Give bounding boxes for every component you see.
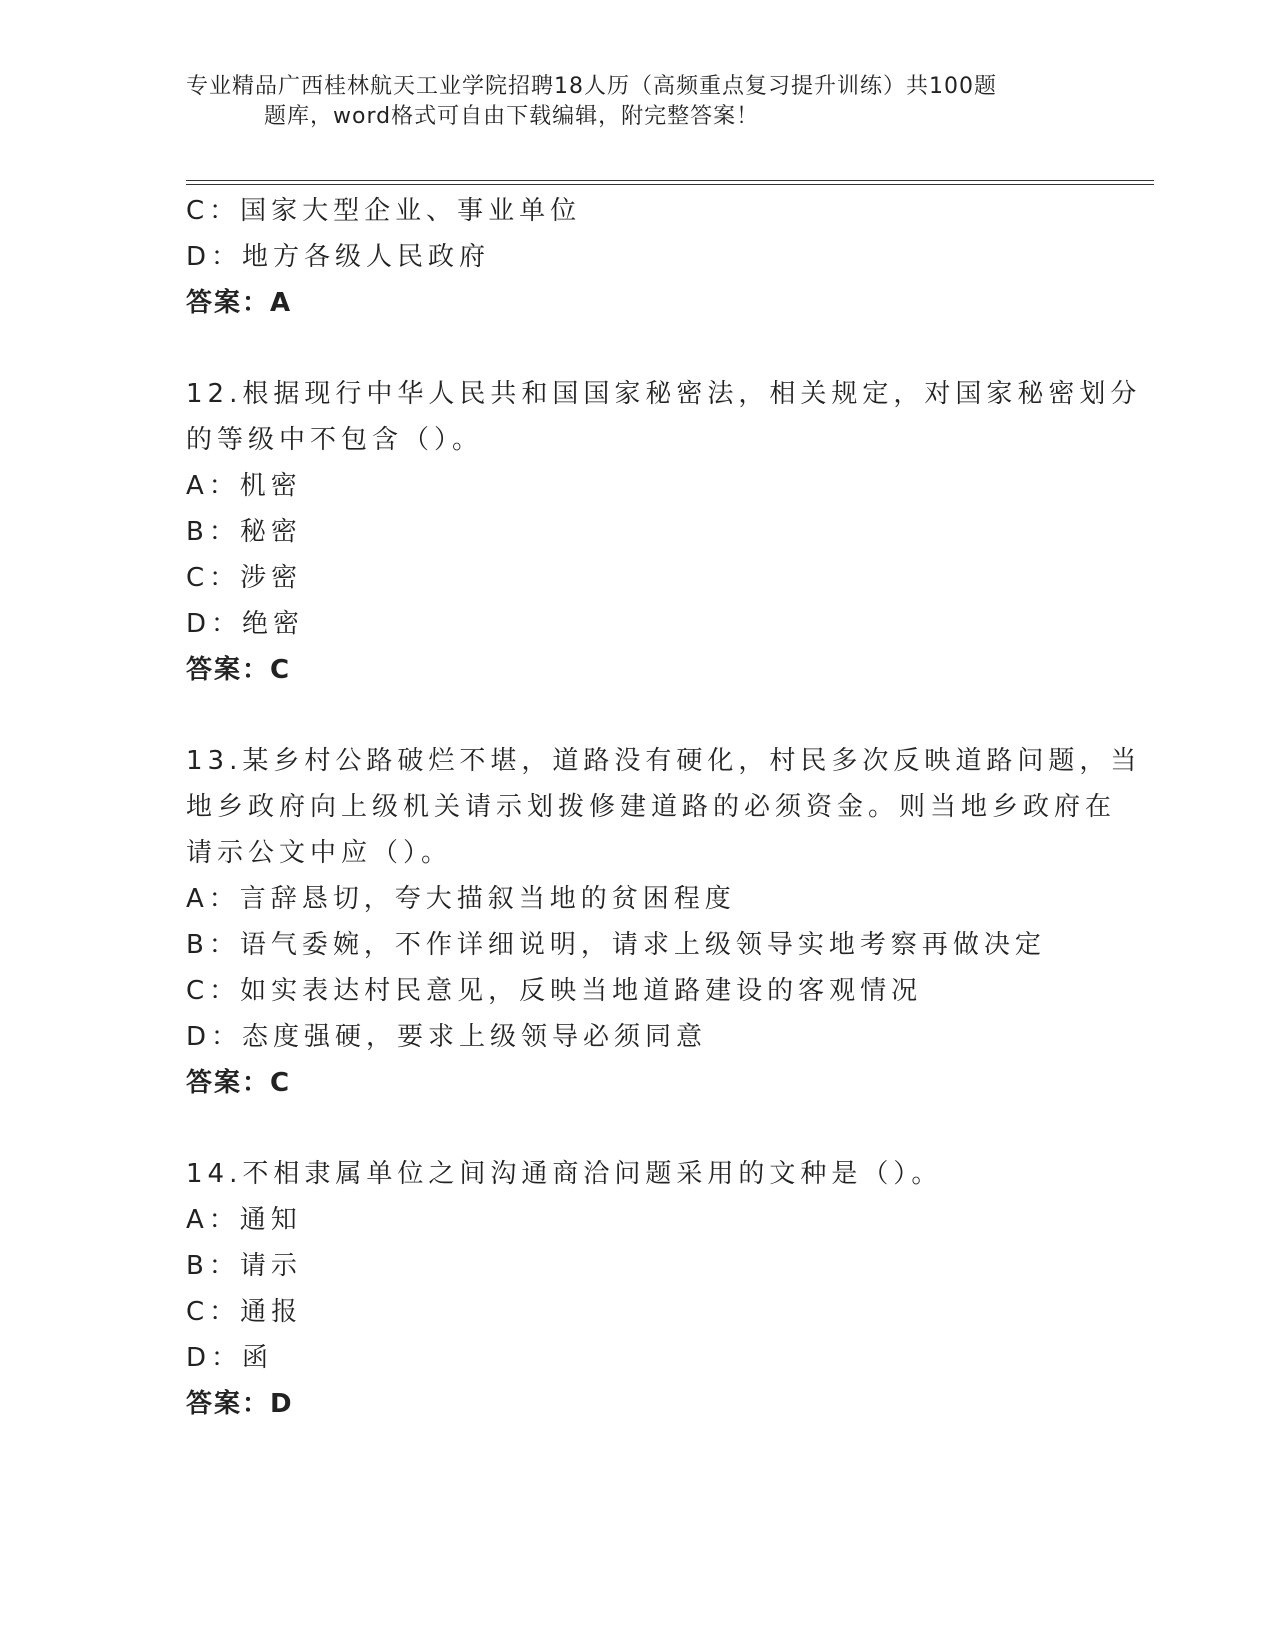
option-c: C：涉密 [186,563,303,593]
option-b: B：语气委婉，不作详细说明，请求上级领导实地考察再做决定 [186,930,1046,960]
question-stem-line: 地乡政府向上级机关请示划拨修建道路的必须资金。则当地乡政府在 [186,792,1117,822]
question-stem-line: 14.不相隶属单位之间沟通商洽问题采用的文种是（）。 [186,1159,943,1189]
option-d: D：绝密 [186,609,305,639]
option-c: C：如实表达村民意见，反映当地道路建设的客观情况 [186,976,923,1006]
question-stem-line: 的等级中不包含（）。 [186,425,484,455]
question-13 [186,738,1142,1106]
option-a: A：言辞恳切，夸大描叙当地的贫困程度 [186,884,736,914]
option-a: A：机密 [186,471,302,501]
question-11-continued [186,188,1086,326]
option-d: D：函 [186,1343,274,1373]
document-header [186,72,1086,132]
header-divider-bottom [186,184,1154,185]
answer: 答案：C [186,1068,292,1098]
option-b: B：秘密 [186,517,302,547]
header-divider-top [186,180,1154,181]
question-stem-line: 13.某乡村公路破烂不堪，道路没有硬化，村民多次反映道路问题，当 [186,746,1142,776]
header-title-line-2: 题库，word格式可自由下载编辑，附完整答案！ [264,104,760,129]
question-stem-line: 请示公文中应（）。 [186,838,453,868]
option-b: B：请示 [186,1251,302,1281]
header-title-line-1: 专业精品广西桂林航天工业学院招聘18人历（高频重点复习提升训练）共100题 [186,74,997,99]
option-a: A：通知 [186,1205,302,1235]
option-c: C：通报 [186,1297,303,1327]
question-stem-line: 12.根据现行中华人民共和国国家秘密法，相关规定，对国家秘密划分 [186,379,1142,409]
answer: 答案：C [186,655,292,685]
answer: 答案：D [186,1389,294,1419]
document-body [186,188,1142,1427]
question-14 [186,1151,1086,1427]
option-d: D：态度强硬，要求上级领导必须同意 [186,1022,708,1052]
option-c: C：国家大型企业、事业单位 [186,196,582,226]
option-d: D：地方各级人民政府 [186,242,491,272]
question-12 [186,371,1142,693]
answer: 答案：A [186,288,293,318]
